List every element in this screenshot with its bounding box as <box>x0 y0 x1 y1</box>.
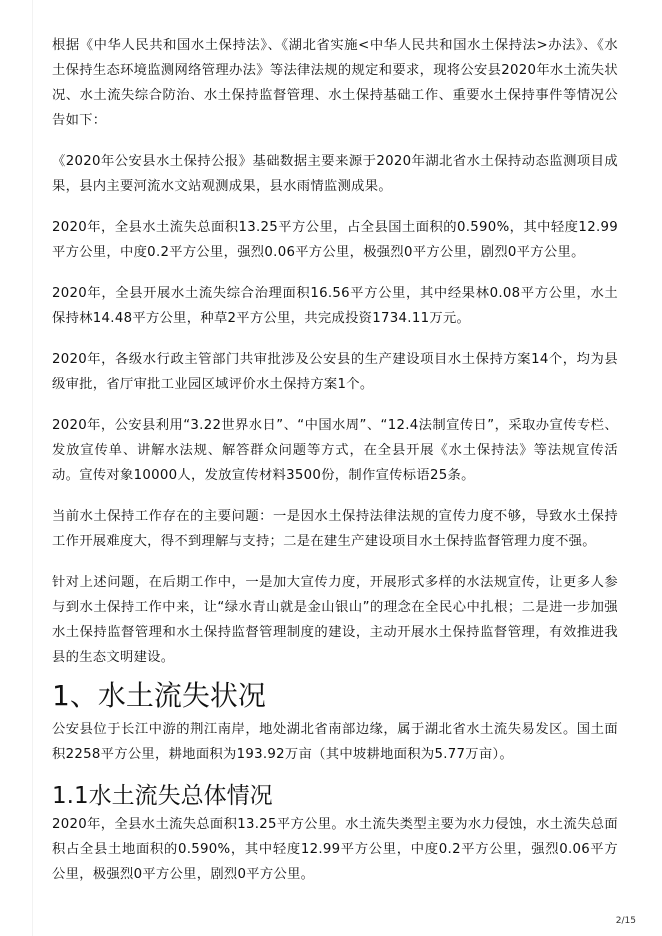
treatment-paragraph: 2020年，全县开展水土流失综合治理面积16.56平方公里，其中经果林0.08平方公里，水土保持林14.48平方公里，种草2平方公里，共完成投资1734.11万元。 <box>52 286 618 326</box>
publicity-paragraph: 2020年，公安县利用“3.22世界水日”、“中国水周”、“12.4法制宣传日”，采取办宣传专栏、发放宣传单、讲解水法规、解答群众问题等方式，在全县开展《水土保持法》等法规宣传活动。宣传对象10000人，发放宣传材料3500份，制作宣传标语25条。 <box>52 418 618 483</box>
measures-paragraph: 针对上述问题，在后期工作中，一是加大宣传力度，开展形式多样的水法规宣传，让更多人参与到水土保持工作中来，让“绿水青山就是金山银山”的理念在全民心中扎根；二是进一步加强水土保持监督管理和水土保持监督管理制度的建设，主动开展水土保持监督管理，有效推进我县的生态文明建设。 <box>52 575 618 665</box>
section-1-text: 公安县位于长江中游的荆江南岸，地处湖北省南部边缘，属于湖北省水土流失易发区。国土面积2258平方公里，耕地面积为193.92万亩（其中坡耕地面积为5.77万亩）。 <box>52 722 618 762</box>
intro-paragraph: 根据《中华人民共和国水土保持法》、《湖北省实施<中华人民共和国水土保持法>办法》、《水土保持生态环境监测网络管理办法》等法律法规的规定和要求，现将公安县2020年水土流失状况、水土流失综合防治、水土保持监督管理、水土保持基础工作、重要水土保持事件等情况公告如下： <box>52 38 618 128</box>
page-number: 2/15 <box>615 916 636 926</box>
page-left-border <box>32 0 33 936</box>
section-1-1-heading: 1.1水土流失总体情况 <box>52 783 273 809</box>
section-1-heading: 1、水土流失状况 <box>52 679 266 712</box>
erosion-area-paragraph: 2020年，全县水土流失总面积13.25平方公里，占全县国土面积的0.590%，其中轻度12.99平方公里，中度0.2平方公里，强烈0.06平方公里，极强烈0平方公里，剧烈0平方公里。 <box>52 220 618 260</box>
problems-paragraph: 当前水土保持工作存在的主要问题：一是因水土保持法律法规的宣传力度不够，导致水土保持工作开展难度大，得不到理解与支持；二是在建生产建设项目水土保持监督管理力度不强。 <box>52 509 618 549</box>
section-1-1-text: 2020年，全县水土流失总面积13.25平方公里。水土流失类型主要为水力侵蚀，水土流失总面积占全县土地面积的0.590%，其中轻度12.99平方公里，中度0.2平方公里，强烈0.06平方公里，极强烈0平方公里，剧烈0平方公里。 <box>52 817 618 882</box>
approval-paragraph: 2020年，各级水行政主管部门共审批涉及公安县的生产建设项目水土保持方案14个，均为县级审批，省厅审批工业园区域评价水土保持方案1个。 <box>52 352 618 392</box>
document-body <box>52 33 618 887</box>
data-source-paragraph: 《2020年公安县水土保持公报》基础数据主要来源于2020年湖北省水土保持动态监测项目成果，县内主要河流水文站观测成果，县水雨情监测成果。 <box>52 154 618 194</box>
